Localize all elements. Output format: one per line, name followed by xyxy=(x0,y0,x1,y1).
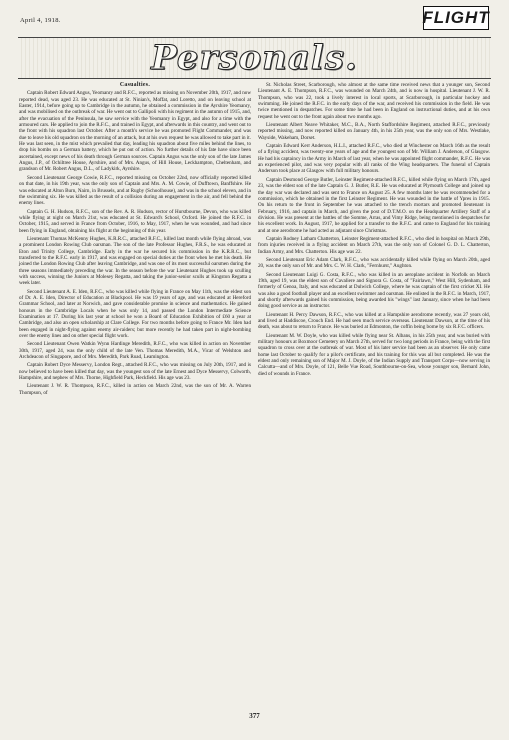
obituary-paragraph: Captain G. H. Hudson, R.F.C., son of the Rev. A. R. Hudson, rector of Hurstbourne, Devon, who was killed while flying at night on March 21st, was educated at St. Edward's School, Oxford. He joined the R.F.C. in October, 1915, and served in France from October, 1916, to May, 1917, when he was wounded, and had since been flying in England, obtaining his flight at the beginning of this year. xyxy=(19,208,251,234)
obituary-paragraph: Second Lieutenant A. E. Iden, R.F.C., who was killed while flying in France on May 11th, was the eldest son of Dr. A. E. Iden, Director of Education at Blackpool. He was 19 years of age, and was educated at Hereford Grammar School, and later at Norwich, and gave considerable promise in science and mathematics. He gained honours in the Cambridge Locals when he was only 14, and passed the London Intermediate Science Examination at 17. During his last year at school he won a Board of Education Exhibition of £60 a year at Cambridge, and also an open scholarship at Clare College. For two months before going to France Mr. Iden had been engaged in night-flying against enemy air-raiders; but more recently he had taken part in night-bombing over the enemy lines and on other special flight work. xyxy=(19,288,251,340)
obituary-paragraph: St. Nicholas Street, Scarborough, who almost at the same time received news that a younger son, Second Lieutenant A. E. Thompson, R.F.C., was wounded on March 24th, and is now in hospital. Lieutenant J. W. R. Thompson, who was 22, took a lively interest in local sports, at Scarborough, in particular hockey and swimming. He joined the R.F.C. in the early days of the war, and received his commission in the field. He was twice mentioned in despatches. For some time he had been in England on instructional duties, and at his own request he went out to the front again about two months ago. xyxy=(258,82,490,120)
obituary-paragraph: Second Lieutenant Luigi G. Costa, R.F.C., who was killed in an aeroplane accident in Norfolk on March 19th, aged 19, was the eldest son of Cavaliere and Signora G. Costa, of "Fairlawn," West Hill, Sydenham, and formerly of Genoa, Italy, and was educated at Dulwich College, where he was captain of the first cricket XI. He was also a good football player and an excellent swimmer and oarsman. He enlisted in the R.F.C. in March, 1917, and shortly afterwards gained his commission, being awarded his "wings" last January, since when he had been doing good service as an instructor. xyxy=(258,271,490,310)
page-number: 377 xyxy=(249,712,260,720)
section-masthead xyxy=(18,37,491,79)
obituary-paragraph: Captain Robert Dyce Messervy, London Regt., attached R.F.C., who was missing on July 20th, 1917, and is now believed to have been killed that day, was the youngest son of the late Ernest and Dyce Messervy, Colworth, Hampshire, and nephew of Mrs. Thorne, Highfield Park, Heckfield. His age was 23. xyxy=(19,362,251,382)
obituary-paragraph: Lieutenant Albert Neave Whitaker, M.C., B.A., North Staffordshire Regiment, attached R.F.C., previously reported missing, and now reported killed on January 4th, in his 25th year, was the only son of Mrs. Westlake, Wayside, Wakeham, Dorset. xyxy=(258,122,490,141)
obituary-paragraph: Second Lieutenant Owen Watkin Wynn Hardinge Meredith, R.F.C., who was killed in action on November 30th, 1917, aged 24, was the only child of the late Ven. Thomas Meredith, M.A., Vicar of Welshton and Archdeacon of Singapore, and of Mrs. Meredith, Park Road, Leamington. xyxy=(19,341,251,361)
issue-date: April 4, 1918. xyxy=(20,17,61,24)
obituary-paragraph: Second Lieutenant George Cowie, R.F.C., reported missing on October 22nd, now officially reported killed on that date, in his 19th year, was the only son of Captain and Mrs. A. M. Cowie, of Dufftown, Banffshire. He was educated at Alton Burn, Nairn, in Brussels, and at Rugby (Schoolhouse), and was in the school eleven, and in the swimming six. He was killed as the result of a collision during an engagement in the air, and fell behind the enemy lines. xyxy=(19,174,252,207)
obituary-paragraph: Lieutenant J. W. R. Thompson, R.F.C., killed in action on March 22nd, was the son of Mr. A. Warren Thompson, of xyxy=(19,383,251,396)
logo-wordmark: FLIGHT xyxy=(422,8,490,27)
obituary-paragraph: Captain Desmond George Butler, Leinster Regiment-attached R.F.C., killed while flying on March 17th, aged 23, was the eldest son of the late Captain G. J. Butler, R.E. He was educated at Plymouth College and joined up the day war was declared and was sent to France on August 25. A few months later he was recommended for a commission, which he obtained in the first Leinster Regiment. He was wounded in the battle of Ypres in 1915. On his return to the front in September he was attached to the trench mortars and promoted lieutenant in February, 1916, and captain in March, and given the post of D.T.M.O. on the Headquarter Artillery Staff of a division. He was present at the battles of the Somme, Arras, and Vimy Ridge, being mentioned in despatches for his excellent work. In August, 1917, he applied for a transfer to the R.F.C. and came to England for his training and at one aerodrome he had acted as adjutant since Christmas. xyxy=(258,176,490,234)
left-column xyxy=(19,82,251,398)
obituary-paragraph: Captain Rodney Latham Chatterton, Leinster Regiment-attached R.F.C., who died in hospital on March 29th, from injuries received in a flying accident on March 27th, was the only son of Colonel G. D. L. Chatterton, Indian Army, and Mrs. Chatterton. His age was 22. xyxy=(258,235,490,255)
obituary-paragraph: Captain Robert Edward Angus, Yeomanry and R.F.C., reported as missing on November 20th, 1917, and now reported dead, was aged 23. He was educated at St. Ninian's, Moffat, and Loretto, and on leaving school at Easter, 1914, before going up to Cambridge in the autumn, he obtained a commission in the Ayrshire Yeomanry, and was mobilised on the outbreak of war. He went out to Gallipoli with his regiment in the autumn of 1915, and, after the evacuation of the Peninsula, he saw service with the Yeomanry in Egypt, and also for a time with the armoured cars. He applied to join the R.F.C., and trained in Egypt, and afterwards in this country, and went out to the front with his squadron last October. After a month's service he was promoted Flight Commander, and was due to leave his old squadron on the morning of an attack, but at his own request he was allowed to take part in it. He was last seen, in the mist which prevailed that day, leading his squadron about five miles behind the lines, to drop his bombs on a German battery, which he put out of action. No further details of his fate have since been ascertained, except news of his death through German sources. Captain Angus was the only son of the late James Angus, J.P., of Ochiltree House, Ayrshire, and of Mrs. Angus, of Hill House, Leckhampton, Cheltenham, and grandson of Mr. Robert Angus, D.L., of Ladykirk, Ayrshire. xyxy=(19,90,251,173)
casualties-heading: Casualties. xyxy=(119,82,151,88)
obituary-paragraph: Lieutenant Thomas McKenny Hughes, K.R.R.C., attached R.F.C., killed last month while flying abroad, was a prominent London Rowing Club oarsman. The son of the late Professor Hughes, F.R.S., he was educated at Eton and Trinity College, Cambridge. Early in the war he secured his commission in the K.R.R.C., but transferred to the R.F.C. early in 1917, and was engaged on special duties at the front when he met his death. He joined the London Rowing Club after leaving Cambridge, and was one of its most successful oarsmen during the three seasons immediately preceding the war. In the season before the war Lieutenant Hughes took up sculling with success, winning the Juniors at Molesey Regatta, and taking the junior-senior sculls at Kingston Regatta a week later. xyxy=(19,235,251,287)
obituary-paragraph: Lieutenant H. Percy Dawson, R.F.C., who was killed at a Hampshire aerodrome recently, was 27 years old, and lived at Haddiscoe, Crouch End. He had seen much service overseas. Lieutenant Dawson, at the time of his death, was about to return to France. He was buried at Edmonton, the coffin being borne by six R.F.C. officers. xyxy=(258,311,490,331)
obituary-paragraph: Lieutenant M. W. Doyle, who was killed while flying near St. Albans, in his 25th year, and was buried with military honours at Boxmoor Cemetery on March 27th, served for two long periods in France, being with the first squadron to cross over at the outbreak of war. Most of his later service had been as an observer. He only came home last October to qualify for a pilot's certificate, and his training for this was all but completed. He was the eldest and only remaining son of Major M. J. Doyle, of the Indian Supply and Transport Corps—now serving in Calcutta—and of Mrs. Doyle, of 121, Belle Vue Road, Southbourne-on-Sea, whose younger son, Bernard John, died of wounds in France. xyxy=(258,332,490,377)
obituary-paragraph: Captain Edward Kerr Anderson, H.L.I., attached R.F.C., who died at Winchester on March 16th as the result of a flying accident, was twenty-one years of age and the youngest son of Mr. William J. Anderson, of Glasgow. He had his captaincy in the Army in March of last year, when he was appointed flight commander, R.F.C. He was an experienced pilot, and was very popular with all ranks of the Wing headquarters. The funeral of Captain Anderson took place at Glasgow with full military honours. xyxy=(258,143,490,175)
right-column xyxy=(258,82,490,379)
flight-logo xyxy=(423,6,489,30)
obituary-paragraph: Second Lieutenant Eric Adam Clark, R.F.C., who was accidentally killed while flying on March 20th, aged 20, was the only son of Mr. and Mrs. C. W. H. Clark, "Fernhurst," Aughton. xyxy=(258,256,490,270)
section-title: Personals. xyxy=(151,38,358,78)
